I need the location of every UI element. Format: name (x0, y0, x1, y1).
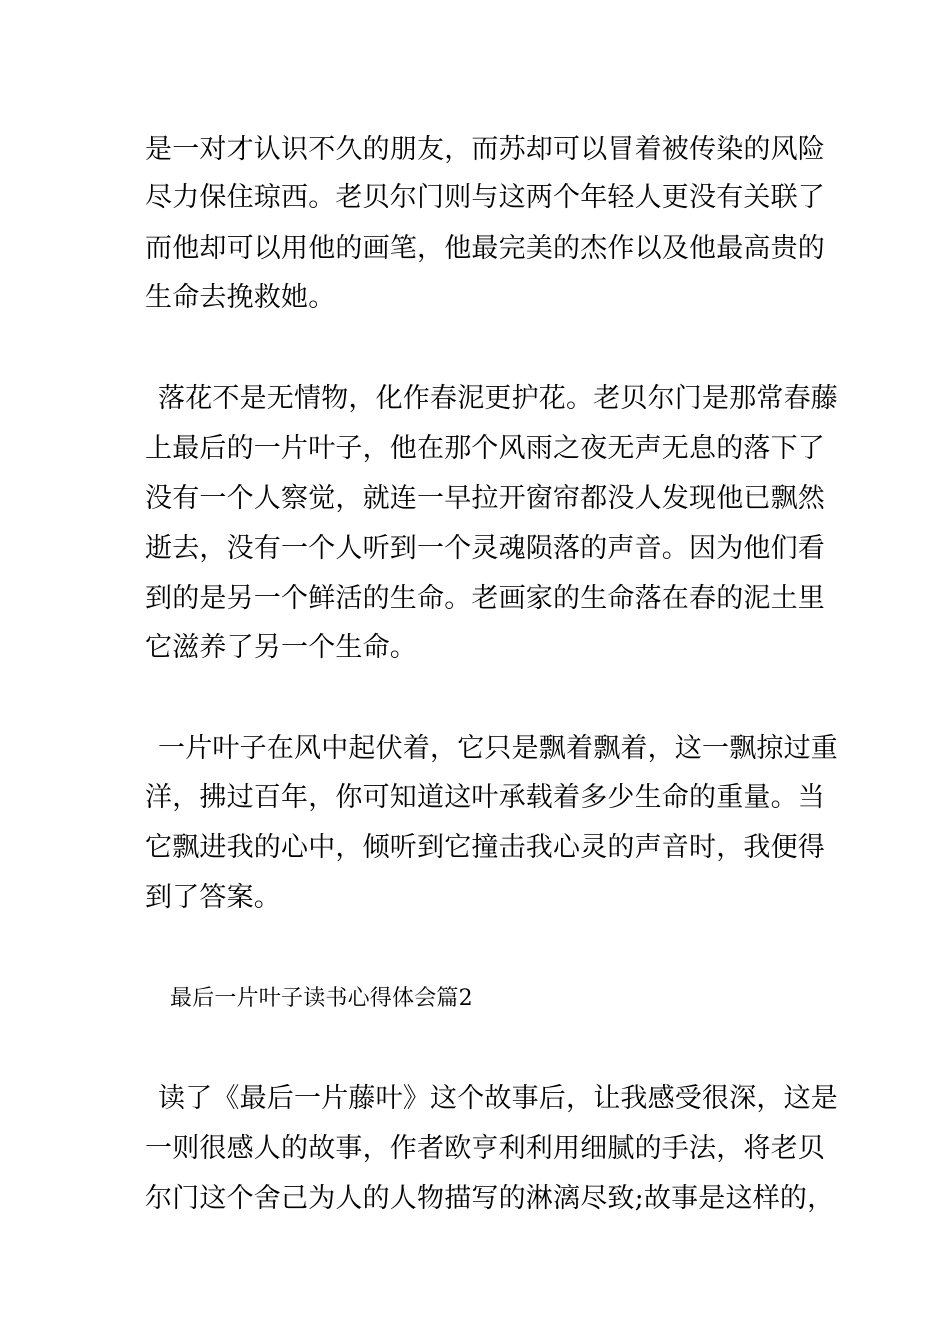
paragraph-3-line-4: 到了答案。 (145, 882, 281, 913)
paragraph-3-line-3: 它飘进我的心中，倾听到它撞击我心灵的声音时，我便得 (145, 832, 825, 863)
paragraph-2-line-6: 它滋养了另一个生命。 (145, 632, 417, 663)
paragraph-2-line-1: 落花不是无情物，化作春泥更护花。老贝尔门是那常春藤 (158, 383, 838, 414)
section-heading: 最后一片叶子读书心得体会篇2 (170, 986, 473, 1011)
paragraph-1-line-4: 生命去挽救她。 (145, 282, 336, 313)
paragraph-4-line-3: 尔门这个舍己为人的人物描写的淋漓尽致;故事是这样的， (145, 1183, 835, 1214)
paragraph-2-line-4: 逝去，没有一个人听到一个灵魂陨落的声音。因为他们看 (145, 533, 825, 564)
paragraph-1-line-3: 而他却可以用他的画笔，他最完美的杰作以及他最高贵的 (145, 233, 825, 264)
paragraph-4-line-2: 一则很感人的故事，作者欧亨利利用细腻的手法，将老贝 (145, 1133, 825, 1164)
paragraph-2-line-2: 上最后的一片叶子，他在那个风雨之夜无声无息的落下了 (145, 433, 825, 464)
paragraph-3-line-1: 一片叶子在风中起伏着，它只是飘着飘着，这一飘掠过重 (158, 733, 838, 764)
paragraph-1-line-2: 尽力保住琼西。老贝尔门则与这两个年轻人更没有关联了 (145, 182, 825, 213)
paragraph-2-line-3: 没有一个人察觉，就连一早拉开窗帘都没人发现他已飘然 (145, 483, 825, 514)
paragraph-3-line-2: 洋，拂过百年，你可知道这叶承载着多少生命的重量。当 (145, 782, 825, 813)
paragraph-4-line-1: 读了《最后一片藤叶》这个故事后，让我感受很深，这是 (158, 1083, 838, 1114)
paragraph-1-line-1: 是一对才认识不久的朋友，而苏却可以冒着被传染的风险 (145, 134, 825, 165)
paragraph-2-line-5: 到的是另一个鲜活的生命。老画家的生命落在春的泥土里 (145, 583, 825, 614)
